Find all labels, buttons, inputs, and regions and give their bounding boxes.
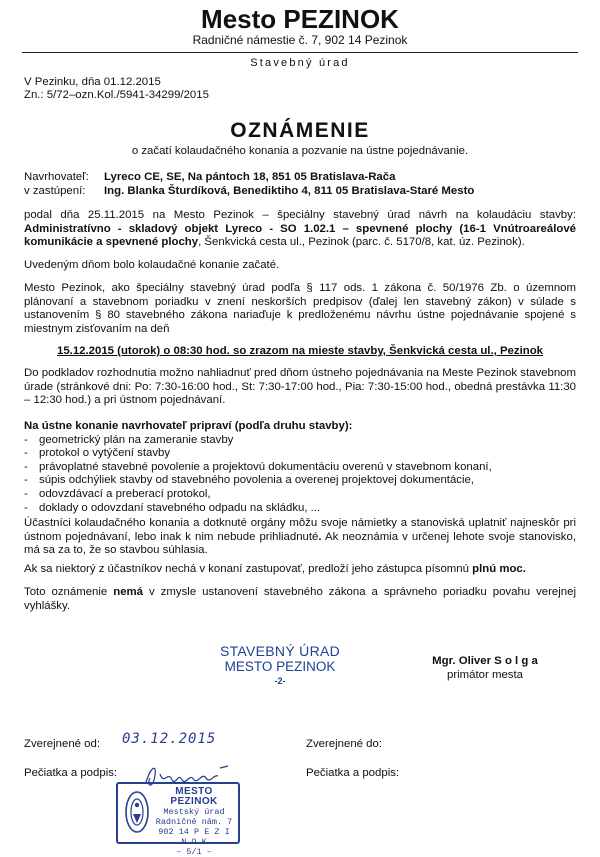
notice-text-2: v zmysle ustanovení stavebného zákona a správneho poriadku povahu verejnej vyhlášky. bbox=[24, 586, 577, 612]
list-item: - odovzdávací a preberací protokol, bbox=[24, 488, 576, 502]
paragraph-documents: Do podkladov rozhodnutia možno nahliadnuť pred dňom ústneho pojednávania na Meste Pezinok stavebnom úrade (stránkové dni: Po: 7:30-16:00 hod., St: 7:30-17:00 hod., Pia: 7:30-15:00 hod., obedná prestávka 11:30 – 12:30 hod.) a pri ústnom pojednávaní. bbox=[24, 367, 576, 407]
representative-label: v zastúpení: bbox=[24, 185, 86, 197]
published-to-label: Zverejnené do: bbox=[306, 738, 382, 750]
header-divider bbox=[22, 52, 578, 53]
paragraph-started: Uvedeným dňom bolo kolaudačné konanie začaté. bbox=[24, 259, 280, 271]
paragraph-representation bbox=[24, 563, 576, 577]
list-item: - právoplatné stavebné povolenie a projektovú dokumentáciu overenú v stavebnom konaní, bbox=[24, 461, 576, 475]
stamp-signature-label-right: Pečiatka a podpis: bbox=[306, 767, 400, 779]
department-name: Stavebný úrad bbox=[250, 57, 350, 69]
notice-not: nemá bbox=[113, 586, 144, 598]
prepare-list bbox=[24, 434, 576, 516]
list-item: - protokol o vytýčení stavby bbox=[24, 447, 576, 461]
signatory-name: Mgr. Oliver S o l g a bbox=[432, 655, 538, 667]
paragraph-legal-basis: Mesto Pezinok, ako špeciálny stavebný úrad podľa § 117 ods. 1 zákona č. 50/1976 Zb. o územnom plánovaní a stavebnom poriadku v znení neskorších predpisov (ďalej len stavebný zákon) v súlade s ustanovením § 80 stavebného zákona nariaďuje k predloženému návrhu ústne pojednávanie spojené s miestnym zisťovaním na deň bbox=[24, 282, 576, 335]
list-item: - geometrický plán na zameranie stavby bbox=[24, 434, 576, 448]
stamp-signature-label-left: Pečiatka a podpis: bbox=[24, 767, 118, 779]
seal-line1: MESTO PEZINOK bbox=[170, 786, 218, 807]
applicant-value: Lyreco CE, SE, Na pántoch 18, 851 05 Bratislava-Rača bbox=[104, 171, 396, 183]
applicant-label: Navrhovateľ: bbox=[24, 171, 89, 183]
list-item: - doklady o odovzdaní stavebného odpadu na skládku, ... bbox=[24, 502, 576, 516]
reference-number: Zn.: 5/72–ozn.Kol./5941-34299/2015 bbox=[24, 89, 209, 101]
power-of-attorney: plnú moc. bbox=[472, 563, 526, 575]
application-text: podal dňa 25.11.2015 na Mesto Pezinok – špeciálny stavebný úrad návrh na kolaudáciu stavby: bbox=[24, 209, 576, 221]
signatory-role: primátor mesta bbox=[447, 669, 523, 681]
seal-text bbox=[154, 787, 234, 857]
seal-line4: 902 14 P E Z I N O K bbox=[158, 827, 230, 847]
city-address: Radničné námestie č. 7, 902 14 Pezinok bbox=[192, 33, 408, 47]
seal-line5: – 5/1 – bbox=[176, 847, 212, 857]
representation-text: Ak sa niektorý z účastníkov nechá v konaní zastupovať, predloží jeho zástupca písomnú bbox=[24, 563, 473, 575]
prepare-section bbox=[24, 420, 576, 515]
city-title: Mesto PEZINOK bbox=[201, 4, 399, 34]
notice-title: OZNÁMENIE bbox=[230, 119, 370, 142]
hearing-date: 15.12.2015 (utorok) o 08:30 hod. so zrazom na mieste stavby, Šenkvická cesta ul., Pezinok bbox=[57, 345, 543, 357]
building-location: , Šenkvická cesta ul., Pezinok (parc. č. 5170/8, kat. úz. Pezinok). bbox=[198, 236, 525, 249]
list-item: - súpis odchýliek stavby od stavebného povolenia a overenej projektovej dokumentácie, bbox=[24, 474, 576, 488]
representative-value: Ing. Blanka Šturdíková, Benediktiho 4, 811 05 Bratislava-Staré Mesto bbox=[104, 185, 475, 197]
office-stamp bbox=[200, 643, 360, 687]
seal-line2: Mestský úrad bbox=[163, 807, 225, 817]
place-date: V Pezinku, dňa 01.12.2015 bbox=[24, 76, 161, 88]
objections-text: Účastníci kolaudačného konania a dotknuté orgány môžu svoje námietky a stanoviská uplatniť najneskôr pri ústnom pojednávaní, lebo inak k nim nebude prihliadnuté bbox=[24, 517, 576, 543]
objections-stop: . bbox=[318, 530, 322, 543]
notice-text: Toto oznámenie bbox=[24, 586, 114, 598]
paragraph-not-public-notice bbox=[24, 586, 576, 613]
prepare-heading: Na ústne konanie navrhovateľ pripraví (podľa druhu stavby): bbox=[24, 420, 353, 432]
published-from-label: Zverejnené od: bbox=[24, 738, 100, 750]
office-stamp-line1: STAVEBNÝ ÚRAD bbox=[219, 643, 341, 659]
objections-text-2: Ak neoznámia v určenej lehote svoje stanovisko, má sa za to, že so stavbou súhlasia. bbox=[24, 530, 576, 557]
paragraph-objections bbox=[24, 517, 576, 558]
building-name: Administratívno - skladový objekt Lyreco - SO 1.02.1 – spevnené plochy (16-1 Vnútroareálové komunikácie a spevnené plochy bbox=[24, 222, 576, 249]
seal-line3: Radničné nám. 7 bbox=[155, 817, 233, 827]
city-seal bbox=[116, 782, 240, 857]
coat-of-arms-icon bbox=[124, 790, 150, 834]
office-stamp-line3: -2- bbox=[274, 676, 286, 686]
published-from-date: 03.12.2015 bbox=[122, 731, 217, 747]
office-stamp-line2: MESTO PEZINOK bbox=[224, 659, 336, 674]
notice-subtitle: o začatí kolaudačného konania a pozvanie na ústne pojednávanie. bbox=[131, 145, 469, 157]
paragraph-application bbox=[24, 209, 576, 250]
